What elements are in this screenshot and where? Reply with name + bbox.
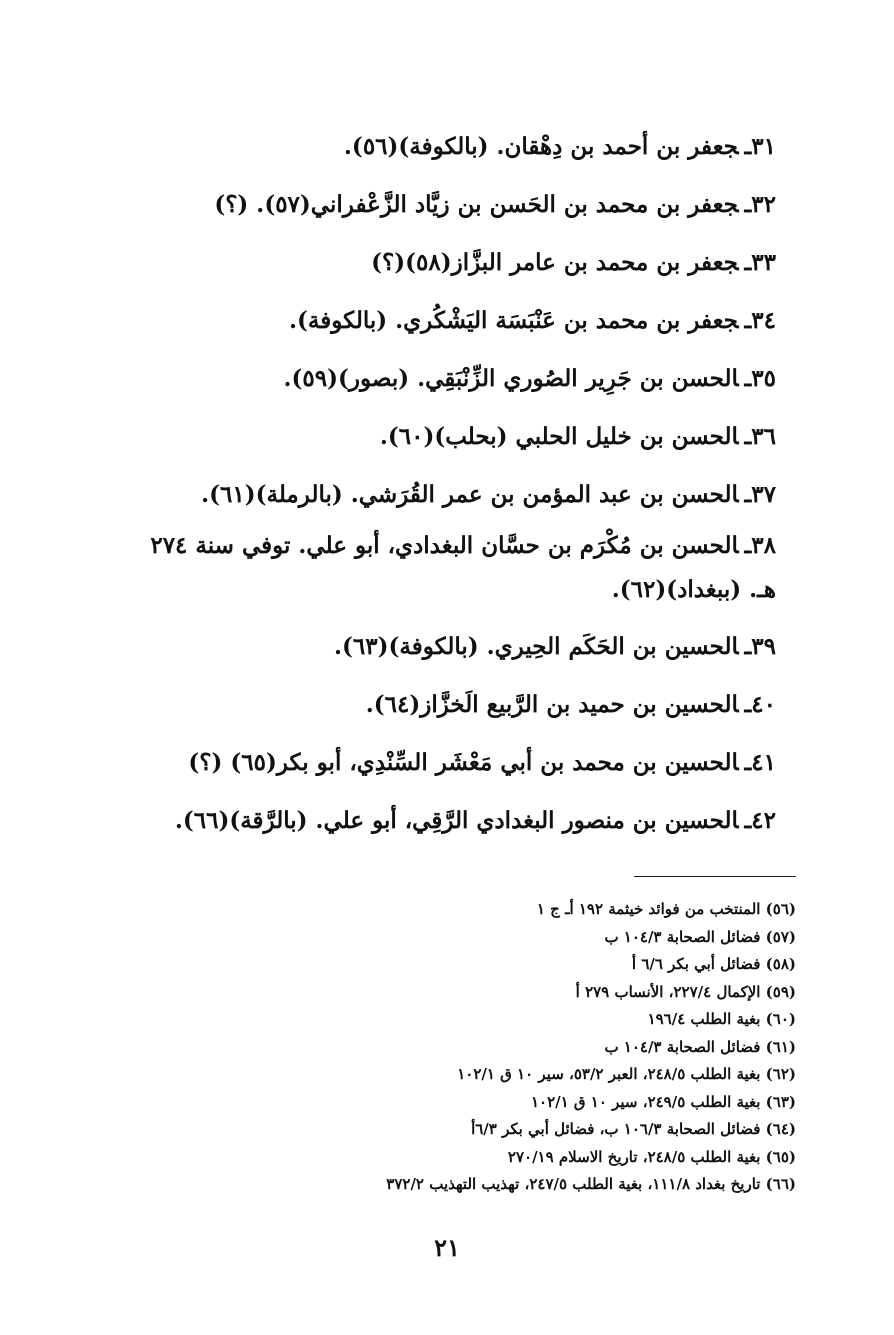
entry-text: الحسن بن عبد المؤمن بن عمر القُرَشي. (بالرملة)(٦١). (201, 481, 739, 508)
footnote: (٥٦) المنتخب من فوائد خيثمة ١٩٢ أـ ج ١ (536, 900, 796, 918)
entry-text: الحسين بن الحَكَم الحِيري. (بالكوفة)(٦٣). (334, 633, 739, 660)
list-item (130, 618, 776, 676)
footnote: (٦٦) تاريخ بغداد ١١١/٨، بغية الطلب ٢٤٧/٥، تهذيب التهذيب ٣٧٢/٢ (386, 1175, 796, 1193)
entry-text: الحسين بن حميد بن الرَّبيع الَخزَّاز(٦٤). (365, 691, 739, 718)
entry-number: ٣١ـ (744, 133, 776, 160)
entry-text: الحسن بن جَرِير الصُوري الزِّنْبَقِي. (بصور)(٥٩). (283, 365, 739, 392)
list-item (130, 466, 776, 524)
footnote: (٥٧) فضائل الصحابة ١٠٤/٣ ب (604, 927, 796, 946)
entry-text: جعفر بن محمد بن عامر البزَّاز(٥٨)(؟) (371, 249, 739, 276)
footnote-divider (634, 876, 796, 877)
footnote: (٦٤) فضائل الصحابة ١٠٦/٣ ب، فضائل أبي بكر ٦/٣أ (471, 1120, 796, 1138)
entry-text: الحسن بن مُكْرَم بن حسَّان البغدادي، أبو علي. توفي سنة ٢٧٤ هـ. (ببغداد)(٦٢). (150, 532, 776, 603)
entry-number: ٣٩ـ (744, 633, 776, 660)
entry-number: ٣٨ـ (744, 532, 776, 559)
entry-number: ٤٢ـ (744, 807, 776, 834)
list-item (130, 118, 776, 176)
entry-text: جعفر بن محمد بن عَنْبَسَة اليَشْكُري. (بالكوفة). (289, 307, 739, 334)
entry-number: ٤١ـ (744, 749, 776, 776)
page-number: ٢١ (434, 1233, 460, 1262)
footnote: (٥٩) الإكمال ٢٢٧/٤، الأنساب ٢٧٩ أ (575, 982, 796, 1001)
list-item (130, 676, 776, 734)
list-item (130, 734, 776, 792)
entry-number: ٣٦ـ (744, 423, 776, 450)
entry-text: الحسن بن خليل الحلبي (بحلب)(٦٠). (379, 423, 739, 450)
footnote: (٦٠) بغية الطلب ١٩٦/٤ (647, 1010, 796, 1028)
footnote: (٦٥) بغية الطلب ٢٤٨/٥، تاريخ الاسلام ٢٧٠/١٩ (507, 1147, 796, 1166)
entry-number: ٣٧ـ (744, 481, 776, 508)
list-item (130, 350, 776, 408)
entry-number: ٣٥ـ (744, 365, 776, 392)
entry-number: ٣٤ـ (744, 307, 776, 334)
entry-text: الحسين بن محمد بن أبي مَعْشَر السِّنْدِي، أبو بكر(٦٥) (؟) (188, 749, 739, 776)
list-item (130, 792, 776, 850)
entry-text: جعفر بن محمد بن الحَسن بن زيَّاد الزَّعْفراني(٥٧). (؟) (214, 191, 739, 218)
footnote: (٥٨) فضائل أبي بكر ٦/٦ أ (631, 955, 796, 973)
footnote: (٦٣) بغية الطلب ٢٤٩/٥، سير ١٠ ق ١٠٢/١ (530, 1092, 796, 1111)
list-item (130, 234, 776, 292)
footnote: (٦٢) بغية الطلب ٢٤٨/٥، العبر ٥٣/٢، سير ١٠ ق ١٠٢/١ (457, 1065, 796, 1083)
entry-number: ٣٢ـ (744, 191, 776, 218)
entry-text: الحسين بن منصور البغدادي الرَّقِي، أبو علي. (بالرَّقة)(٦٦). (174, 807, 739, 834)
list-item (130, 176, 776, 234)
list-item (130, 408, 776, 466)
entry-number: ٣٣ـ (744, 249, 776, 276)
footnote: (٦١) فضائل الصحابة ١٠٤/٣ ب (604, 1037, 796, 1056)
list-item (130, 292, 776, 350)
list-item (130, 524, 776, 612)
entry-text: جعفر بن أحمد بن دِهْقان. (بالكوفة)(٥٦). (343, 133, 739, 160)
footnotes-list (300, 896, 796, 1199)
entries-list (130, 118, 776, 850)
entry-number: ٤٠ـ (744, 691, 776, 718)
